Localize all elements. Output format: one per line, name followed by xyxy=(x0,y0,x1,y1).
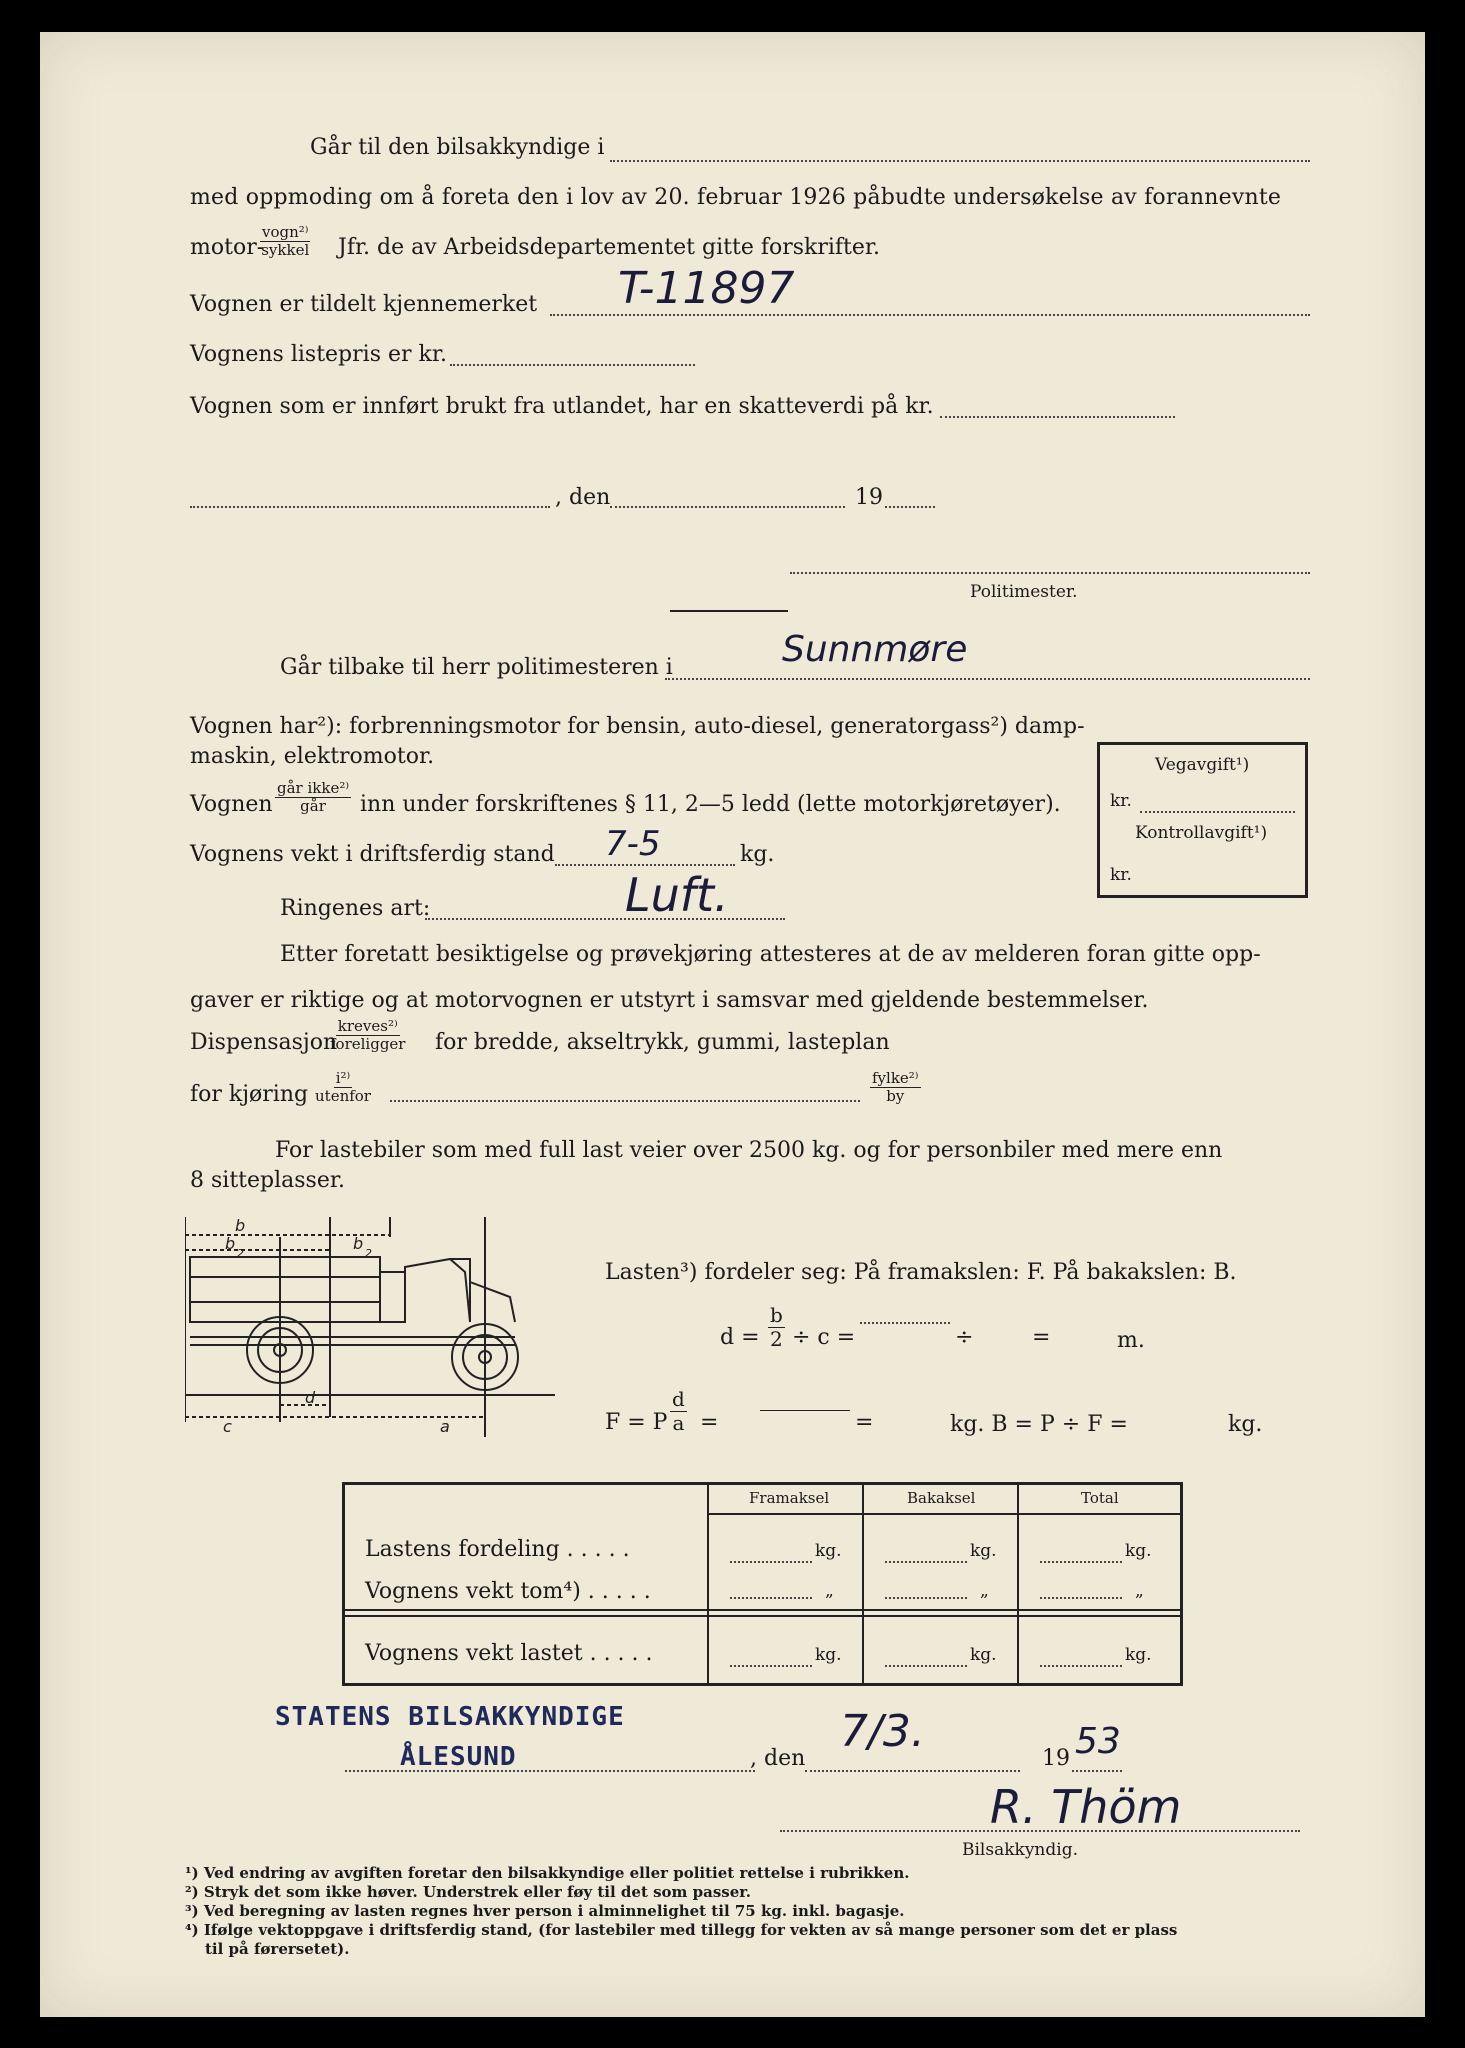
year-value: 53 xyxy=(1075,1721,1121,1762)
frac-vogn-sykkel: vogn²⁾ sykkel xyxy=(261,223,310,260)
kjennemerke-value: T-11897 xyxy=(618,263,795,314)
frac-gar: går ikke²⁾ går xyxy=(277,779,350,816)
return-label: Går tilbake til herr politimesteren i xyxy=(280,655,673,680)
motor-suffix: Jfr. de av Arbeidsdepartementet gitte forskrifter. xyxy=(338,235,881,260)
cell-2-2-unit: „ xyxy=(980,1581,989,1601)
field-listepris[interactable] xyxy=(450,364,695,366)
attest-line1: Etter foretatt besiktigelse og prøvekjøring attesteres at de av melderen foran gitte opp- xyxy=(280,942,1261,967)
diagram-label-d: d xyxy=(305,1388,316,1407)
ringer-value: Luft. xyxy=(625,868,729,922)
den-label-2: , den xyxy=(750,1746,806,1771)
field-bilsakkyndige[interactable] xyxy=(610,160,1310,162)
formula-f-eq: F = P xyxy=(605,1410,668,1435)
field-year-1[interactable] xyxy=(885,506,935,508)
note-4-cont: til på førersetet). xyxy=(205,1940,350,1958)
cell-3-2[interactable] xyxy=(885,1665,967,1667)
diagram-label-a: a xyxy=(440,1417,450,1436)
formula-m: m. xyxy=(1117,1328,1145,1353)
diagram-label-b2a: b xyxy=(225,1234,236,1253)
field-place-2[interactable] xyxy=(345,1770,755,1772)
table-header-bakaksel: Bakaksel xyxy=(907,1489,976,1507)
vekt-unit: kg. xyxy=(740,842,775,867)
table-row-label-3: Vognens vekt lastet . . . . . xyxy=(365,1641,653,1666)
cell-1-1[interactable] xyxy=(730,1561,812,1563)
skatteverdi-label: Vognen som er innført brukt fra utlandet, har en skatteverdi på kr. xyxy=(190,394,934,419)
formula-kg-b: kg. B = P ÷ F = xyxy=(950,1412,1128,1437)
year-label-1: 19 xyxy=(855,485,883,510)
cell-3-3-unit: kg. xyxy=(1125,1645,1152,1665)
date-value: 7/3. xyxy=(840,1706,925,1757)
cell-1-3[interactable] xyxy=(1040,1561,1122,1563)
field-place-1[interactable] xyxy=(190,506,550,508)
motor-prefix: motor- xyxy=(190,235,265,260)
signature: R. Thöm xyxy=(990,1780,1182,1834)
cell-3-3[interactable] xyxy=(1040,1665,1122,1667)
vegavgift-label: Vegavgift¹) xyxy=(1155,755,1250,775)
cell-1-1-unit: kg. xyxy=(815,1541,842,1561)
field-return[interactable] xyxy=(665,678,1310,680)
formula-eq2: = xyxy=(855,1410,874,1435)
kontrollavgift-kr: kr. xyxy=(1110,865,1132,885)
fee-box xyxy=(1097,742,1308,898)
cell-3-1-unit: kg. xyxy=(815,1645,842,1665)
note-2: ²) Stryk det som ikke høver. Understrek eller føy til det som passer. xyxy=(185,1883,752,1901)
line-oppmoding: med oppmoding om å foreta den i lov av 20. februar 1926 påbudte undersøkelse av forannevnte xyxy=(190,185,1282,210)
cell-1-2-unit: kg. xyxy=(970,1541,997,1561)
field-vekt[interactable] xyxy=(555,864,735,866)
formula-eq-m: = xyxy=(1032,1325,1051,1350)
row-divider xyxy=(345,1609,1180,1611)
cell-2-3-unit: „ xyxy=(1135,1581,1144,1601)
bilsakkyndig-label: Bilsakkyndig. xyxy=(962,1840,1078,1860)
vekt-value: 7-5 xyxy=(605,824,661,864)
diagram-label-b2c: b xyxy=(353,1234,364,1253)
field-date-1[interactable] xyxy=(610,506,845,508)
header-divider xyxy=(707,1513,1180,1515)
stamp-alesund: ÅLESUND xyxy=(400,1742,517,1772)
cell-2-2[interactable] xyxy=(885,1597,967,1599)
cell-3-1[interactable] xyxy=(730,1665,812,1667)
field-vegavgift[interactable] xyxy=(1140,811,1295,813)
formula-minus-c: ÷ c = xyxy=(792,1325,856,1350)
vegavgift-kr: kr. xyxy=(1110,791,1132,811)
year-label-2: 19 xyxy=(1042,1746,1070,1771)
kjennemerke-label: Vognen er tildelt kjennemerket xyxy=(190,292,538,317)
formula-kg-end: kg. xyxy=(1228,1412,1263,1437)
form-page xyxy=(40,32,1425,2017)
laste-line1: For lastebiler som med full last veier over 2500 kg. og for personbiler med mere enn xyxy=(275,1138,1223,1163)
cell-2-3[interactable] xyxy=(1040,1597,1122,1599)
diagram-label-b: b xyxy=(235,1217,246,1235)
cell-1-3-unit: kg. xyxy=(1125,1541,1152,1561)
note-1: ¹) Ved endring av avgiften foretar den bilsakkyndige eller politiet rettelse i rubrikken. xyxy=(185,1864,910,1882)
gar-suffix: inn under forskriftenes § 11, 2—5 ledd (lette motorkjøretøyer). xyxy=(360,792,1061,817)
divider xyxy=(670,610,788,612)
har-line1: Vognen har²): forbrenningsmotor for bensin, auto-diesel, generatorgass²) damp- xyxy=(190,714,1085,739)
laste-line2: 8 sitteplasser. xyxy=(190,1168,345,1193)
diagram-label-b2d: 2 xyxy=(365,1247,372,1260)
table-row-label-1: Lastens fordeling . . . . . xyxy=(365,1537,630,1562)
field-kjoring[interactable] xyxy=(390,1100,860,1102)
field-f-fraction[interactable] xyxy=(760,1410,850,1411)
frac-fylke: fylke²⁾ by xyxy=(872,1069,919,1106)
cell-2-1[interactable] xyxy=(730,1597,812,1599)
attest-line2: gaver er riktige og at motorvognen er utstyrt i samsvar med gjeldende bestemmelser. xyxy=(190,988,1149,1013)
formula-div: ÷ xyxy=(955,1325,974,1350)
field-politimester-signature[interactable] xyxy=(790,572,1310,574)
frac-d-a: $\frac{d}{a}$ xyxy=(672,1387,685,1435)
diagram-label-c: c xyxy=(223,1417,232,1436)
load-distribution-table xyxy=(342,1482,1183,1686)
field-skatteverdi[interactable] xyxy=(940,416,1175,418)
ringer-label: Ringenes art: xyxy=(280,896,431,921)
cell-3-2-unit: kg. xyxy=(970,1645,997,1665)
note-4: ⁴) Ifølge vektoppgave i driftsferdig stand, (for lastebiler med tillegg for vekten av så mange personer som det er plass xyxy=(185,1921,1178,1939)
disp-prefix: Dispensasjon xyxy=(190,1030,338,1055)
field-kjennemerke[interactable] xyxy=(550,314,1310,316)
formula-eq1: = xyxy=(700,1410,719,1435)
truck-axle-diagram xyxy=(185,1217,595,1467)
table-header-framaksel: Framaksel xyxy=(749,1489,830,1507)
field-date-2[interactable] xyxy=(805,1770,1020,1772)
listepris-label: Vognens listepris er kr. xyxy=(190,342,447,367)
lasten-line: Lasten³) fordeler seg: På framakslen: F. På bakakslen: B. xyxy=(605,1260,1237,1285)
table-header-total: Total xyxy=(1081,1489,1119,1507)
frac-b-2: $\frac{b}{2}$ xyxy=(770,1303,783,1351)
vekt-label: Vognens vekt i driftsferdig stand xyxy=(190,842,555,867)
field-d-numerator[interactable] xyxy=(860,1322,950,1324)
note-3: ³) Ved beregning av lasten regnes hver person i alminnelighet til 75 kg. inkl. bagasje. xyxy=(185,1902,905,1920)
kontrollavgift-label: Kontrollavgift¹) xyxy=(1135,823,1268,843)
politimester-label: Politimester. xyxy=(970,582,1078,602)
cell-2-1-unit: „ xyxy=(825,1581,834,1601)
stamp-statens-bilsakkyndige: STATENS BILSAKKYNDIGE xyxy=(275,1702,625,1732)
row-divider-double xyxy=(345,1615,1180,1617)
table-row-label-2: Vognens vekt tom⁴) . . . . . xyxy=(365,1579,651,1604)
cell-1-2[interactable] xyxy=(885,1561,967,1563)
frac-dispensasjon: kreves²⁾ foreligger xyxy=(330,1017,406,1054)
gar-prefix: Vognen xyxy=(190,792,273,817)
disp-suffix: for bredde, akseltrykk, gummi, lasteplan xyxy=(435,1030,890,1055)
return-value: Sunnmøre xyxy=(782,629,968,670)
diagram-label-b2b: 2 xyxy=(237,1247,244,1260)
frac-kjoring: i²⁾ utenfor xyxy=(315,1069,371,1106)
formula-d-eq: d = xyxy=(720,1325,760,1350)
den-label-1: , den xyxy=(555,485,611,510)
field-year-2[interactable] xyxy=(1072,1770,1122,1772)
kjoring-prefix: for kjøring xyxy=(190,1082,309,1107)
field-ringer[interactable] xyxy=(425,918,785,920)
line-bilsakkyndige: Går til den bilsakkyndige i xyxy=(310,135,605,160)
har-line2: maskin, elektromotor. xyxy=(190,744,435,769)
